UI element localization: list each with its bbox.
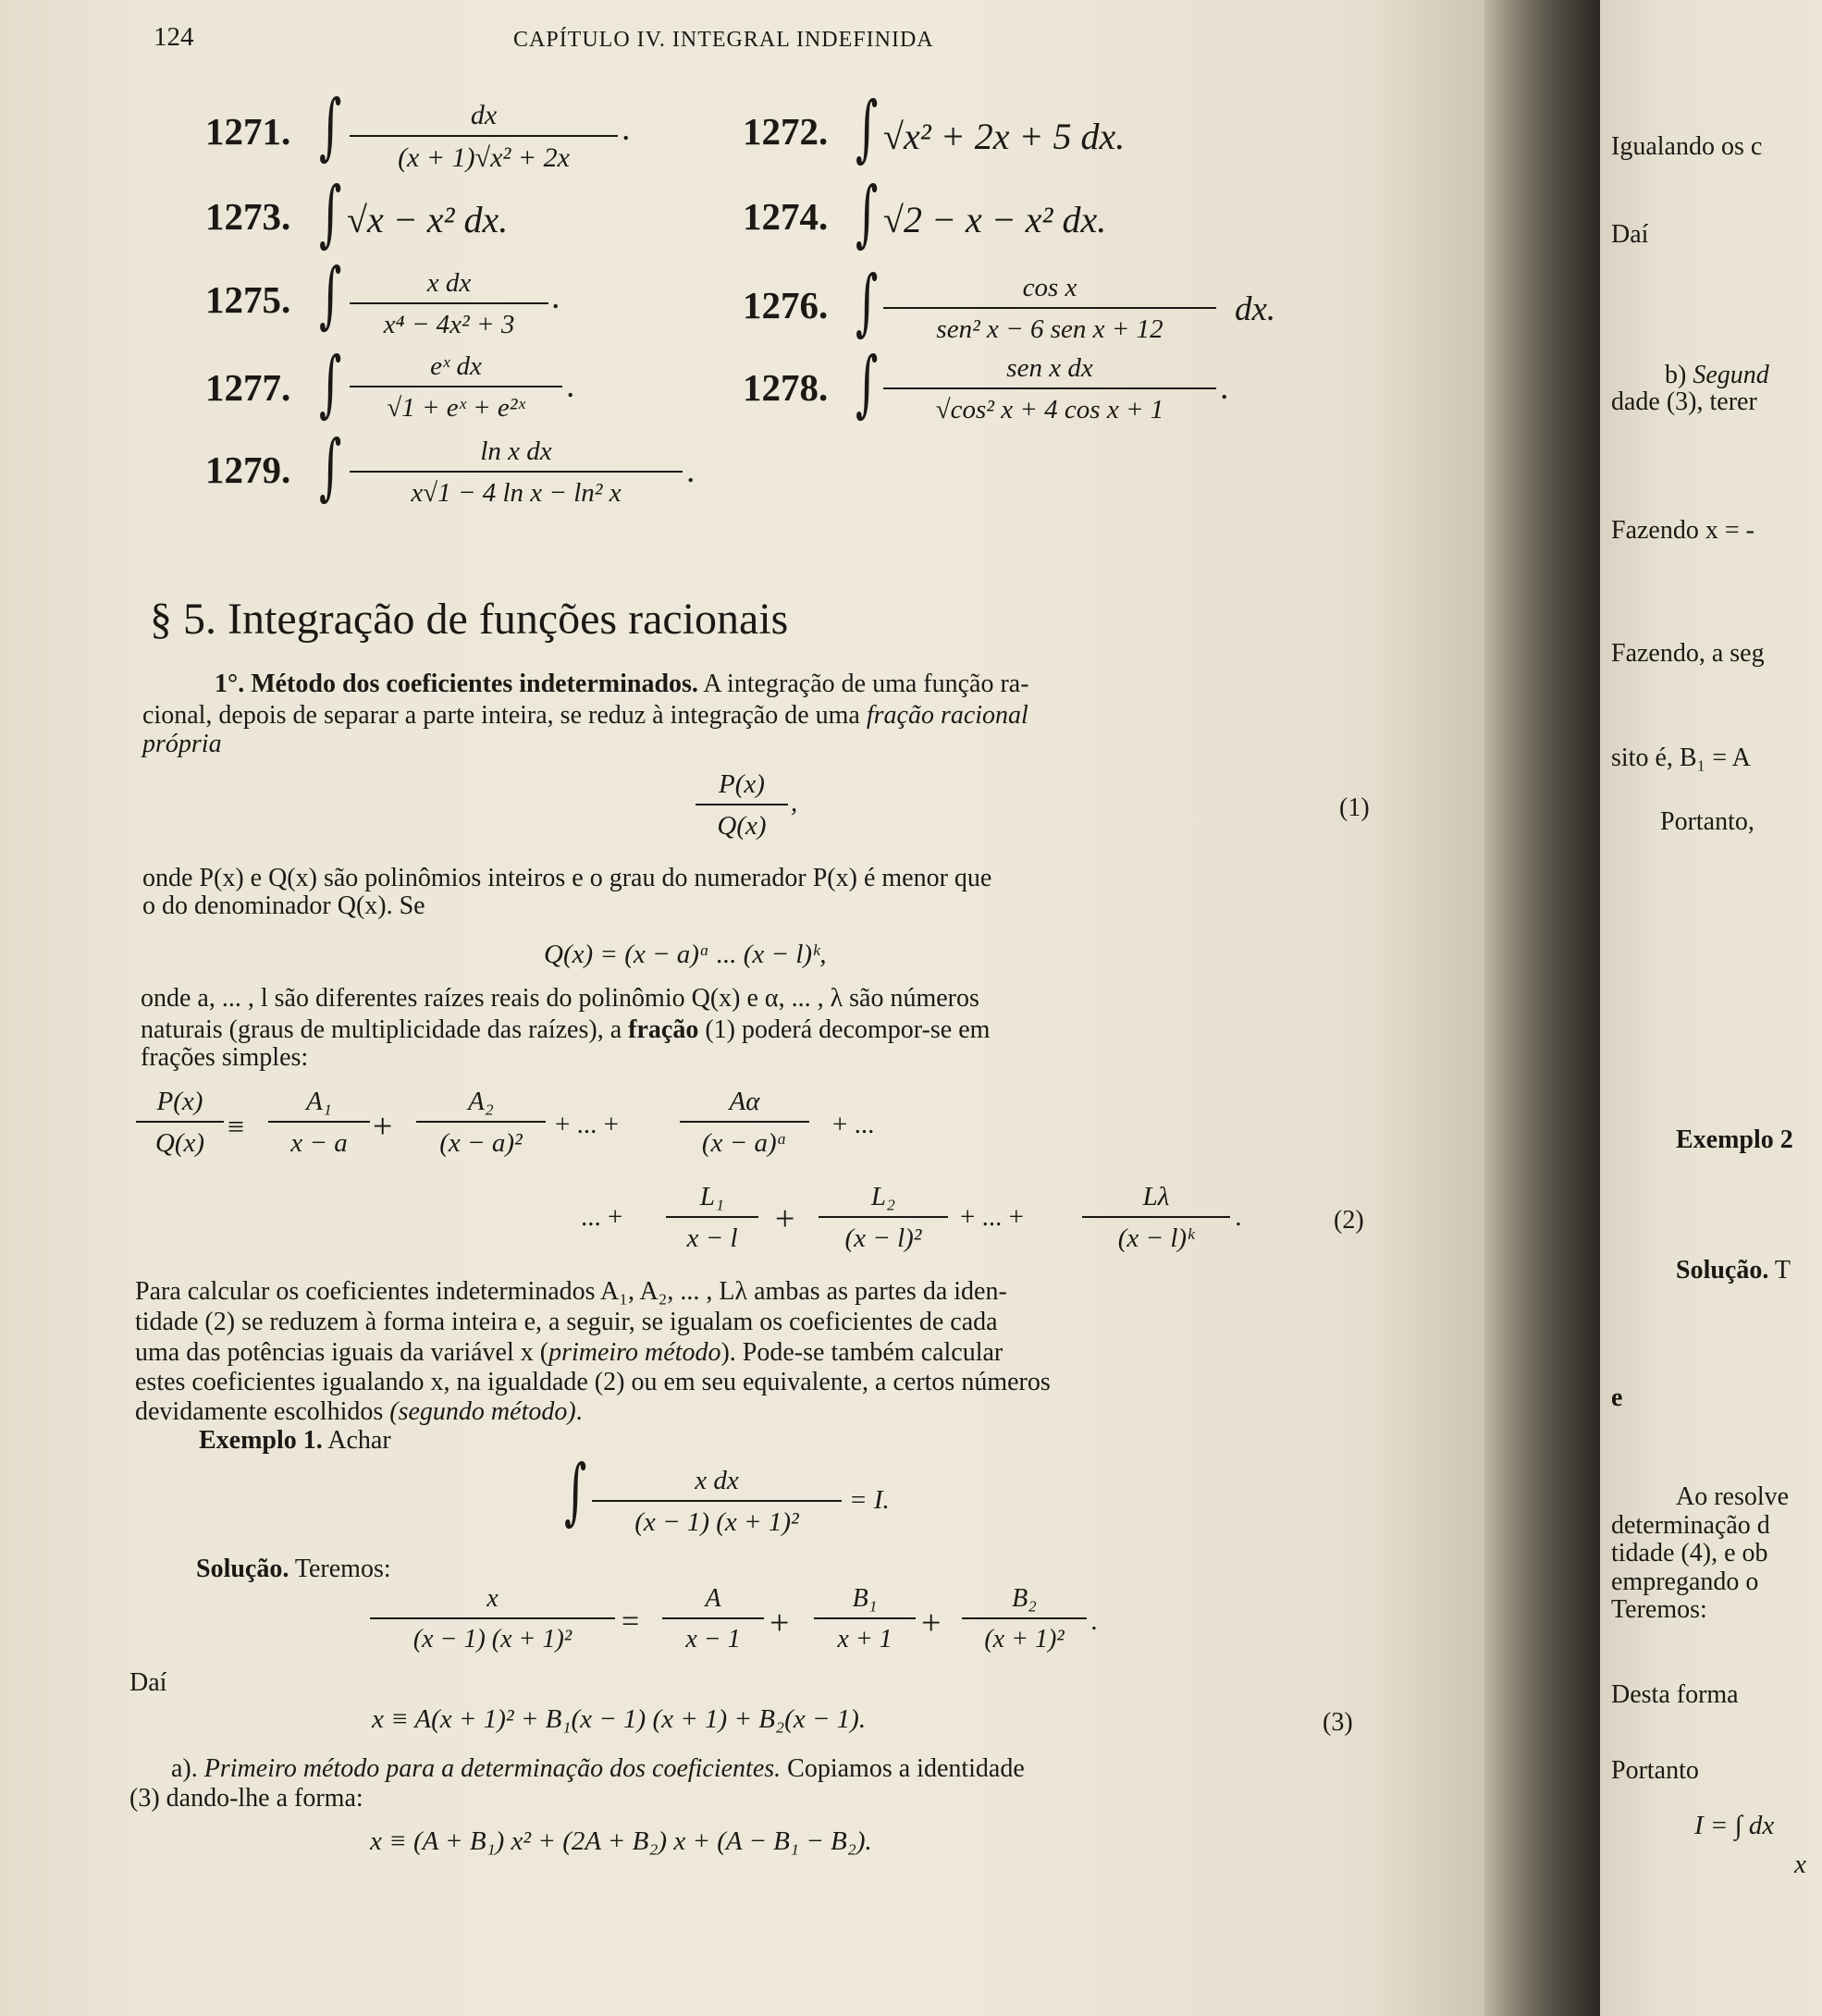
eq-i-fraction: $\frac{\text{x dx}}{\text{(x − 1) (x + 1)²}}$ [592, 1466, 842, 1538]
right-page-line: empregando o [1611, 1567, 1759, 1596]
problem-expression: √x² + 2x + 5 dx. [883, 116, 1126, 157]
eq-dec-term: $\frac{\text{B₂}}{\text{(x + 1)²}}$ [962, 1584, 1087, 1654]
integral-sign: ∫ [319, 425, 342, 509]
eq2-dots: + ... [832, 1110, 875, 1139]
problem-fraction: cos x sen² x − 6 sen x + 12 [883, 273, 1216, 345]
integral-sign: ∫ [856, 172, 879, 255]
integral-sign: ∫ [319, 172, 342, 255]
right-page-line: Desta forma [1611, 1680, 1739, 1709]
eq2-term: $\frac{\text{L₂}}{\text{(x − l)²}}$ [819, 1182, 948, 1254]
right-page-formula: I = ∫ dx [1694, 1811, 1775, 1840]
eq2-term: $\frac{\text{A₂}}{\text{(x − a)²}}$ [416, 1087, 546, 1159]
equation-q: Q(x) = (x − a)ᵅ ... (x − l)ᵏ, [544, 940, 827, 969]
right-page-line: e [1611, 1383, 1623, 1412]
right-page-line: sito é, B₁ = A [1611, 744, 1751, 772]
integral-sign: ∫ [319, 85, 342, 168]
page-number: 124 [154, 22, 194, 52]
equation-1-tail: , [791, 788, 798, 817]
equation-4: x ≡ (A + B₁) x² + (2A + B₂) x + (A − B₁ − B₂). [370, 1826, 872, 1856]
right-page-line: Portanto, [1660, 807, 1754, 836]
paragraph-coefficients-line2: tidade (2) se reduzem à forma inteira e, a seguir, se igualam os coeficientes de cada [135, 1308, 998, 1336]
right-page-line: Portanto [1611, 1756, 1699, 1785]
right-page-line: Exemplo 2 [1676, 1125, 1793, 1154]
right-page-line: Fazendo x = - [1611, 516, 1754, 545]
right-page-line: tidade (4), e ob [1611, 1539, 1768, 1567]
paragraph-polynomials: onde P(x) e Q(x) são polinômios inteiros e o grau do numerador P(x) é menor que [142, 864, 992, 892]
paragraph-coefficients-line3: uma das potências iguais da variável x (primeiro método). Pode-se também calcular [135, 1338, 1003, 1367]
eq-dec-plus: + [769, 1604, 790, 1642]
eq2-dots: ... + [581, 1202, 623, 1232]
integral-sign: ∫ [856, 87, 879, 170]
right-page-line: determinação d [1611, 1511, 1770, 1540]
problem-number: 1279. [205, 449, 291, 491]
paragraph-first-method: a). Primeiro método para a determinação dos coeficientes. Copiamos a identidade [171, 1754, 1025, 1783]
paragraph-roots: onde a, ... , l são diferentes raízes reais do polinômio Q(x) e α, ... , λ são números [141, 984, 979, 1013]
problem-number: 1275. [205, 278, 291, 321]
problem-expression: √x − x² dx. [347, 199, 509, 240]
eq2-plus: + [373, 1107, 393, 1146]
equation-2-label: (2) [1334, 1206, 1364, 1235]
problem-number: 1277. [205, 366, 291, 409]
right-page [1600, 0, 1822, 2016]
running-head: CAPÍTULO IV. INTEGRAL INDEFINIDA [513, 28, 934, 52]
eq2-plus: + [775, 1199, 795, 1238]
solution-heading: Solução. Teremos: [196, 1555, 391, 1583]
eq2-dots: + ... + [555, 1110, 619, 1139]
integral-sign: ∫ [319, 253, 342, 337]
right-page-line: Solução. T [1676, 1256, 1791, 1285]
problem-fraction: $\frac{\text{x dx}}{\text{x⁴ − 4x² + 3}}$ [350, 268, 548, 340]
equation-3-label: (3) [1323, 1708, 1353, 1737]
eq-dec-lhs: $\frac{x}{\text{(x − 1) (x + 1)²}}$ [370, 1584, 615, 1654]
paragraph-first-method-line2: (3) dando-lhe a forma: [129, 1784, 363, 1813]
eq-dec-plus: + [921, 1604, 942, 1642]
paragraph-method-line3: própria [142, 730, 222, 758]
right-page-line: dade (3), terer [1611, 387, 1757, 416]
eq-dec-tail: . [1091, 1606, 1099, 1636]
equation-3: x ≡ A(x + 1)² + B₁(x − 1) (x + 1) + B₂(x − 1). [372, 1704, 867, 1734]
paragraph-method-line2: cional, depois de separar a parte inteira, se reduz à integração de uma fração racional [142, 701, 1028, 730]
problem-tail: . [622, 110, 632, 148]
right-page-line: b) Segund [1665, 361, 1769, 389]
problem-tail: dx. [1235, 290, 1276, 328]
problem-tail: . [567, 367, 576, 405]
eq2-term: $\frac{\text{L₁}}{x - l}$ [666, 1182, 758, 1254]
paragraph-polynomials-line2: o do denominador Q(x). Se [142, 891, 425, 920]
right-page-formula: x [1794, 1850, 1806, 1879]
eq-dec-equals: = [622, 1604, 640, 1639]
eq-dec-term: $\frac{\text{B₁}}{x + 1}$ [814, 1584, 916, 1654]
problem-fraction: $\frac{\text{eˣ dx}}{\text{√1 + eˣ + e²ˣ}}$ [350, 351, 562, 424]
integral-sign: ∫ [319, 342, 342, 425]
problem-number: 1276. [743, 284, 829, 326]
dai-label: Daí [129, 1668, 167, 1697]
paragraph-method: 1°. Método dos coeficientes indeterminados. A integração de uma função ra- [215, 670, 1029, 698]
book-gutter [1484, 0, 1600, 2016]
right-page-line: Fazendo, a seg [1611, 639, 1765, 668]
eq2-lhs: $\frac{P(x)}{Q(x)}$ [136, 1087, 224, 1159]
paragraph-roots-line3: frações simples: [141, 1043, 309, 1072]
right-page-line: Teremos: [1611, 1595, 1707, 1624]
eq2-term: $\frac{\text{A₁}}{x - a}$ [268, 1087, 370, 1159]
equation-1-label: (1) [1339, 793, 1370, 822]
problem-number: 1278. [743, 366, 829, 409]
integral-sign: ∫ [856, 342, 879, 425]
integral-sign: ∫ [856, 261, 879, 344]
problem-number: 1271. [205, 110, 291, 153]
paragraph-coefficients: Para calcular os coeficientes indeterminados A₁, A₂, ... , Lλ ambas as partes da iden- [135, 1277, 1007, 1306]
problem-number: 1274. [743, 195, 829, 238]
example-1-heading: Exemplo 1. Achar [199, 1426, 391, 1455]
integral-sign: ∫ [564, 1450, 587, 1533]
right-page-line: Daí [1611, 220, 1649, 249]
right-page-line: Ao resolve [1676, 1482, 1790, 1511]
paragraph-coefficients-line5: devidamente escolhidos (segundo método). [135, 1397, 583, 1426]
eq2-equiv: ≡ [228, 1110, 245, 1143]
paragraph-roots-line2: naturais (graus de multiplicidade das raízes), a fração (1) poderá decompor-se em [141, 1015, 991, 1044]
problem-tail: . [687, 452, 696, 490]
eq2-dots: + ... + [960, 1202, 1024, 1232]
problem-number: 1272. [743, 110, 829, 153]
right-page-line: Igualando os c [1611, 132, 1763, 161]
problem-expression: √2 − x − x² dx. [883, 199, 1107, 240]
problem-fraction: sen x dx √cos² x + 4 cos x + 1 [883, 353, 1216, 425]
problem-fraction: $\frac{dx}{\text{(x + 1)√x² + 2x}}$ [350, 100, 618, 174]
problem-tail: . [552, 278, 561, 316]
paragraph-coefficients-line4: estes coeficientes igualando x, na igualdade (2) ou em seu equivalente, a certos números [135, 1368, 1051, 1396]
eq-i-tail: = I. [849, 1485, 890, 1515]
eq-dec-term: $\frac{A}{x - 1}$ [662, 1584, 764, 1654]
problem-tail: . [1221, 369, 1230, 407]
section-title: § 5. Integração de funções racionais [150, 595, 789, 644]
eq2-term: $\frac{A\alpha}{\text{(x − a)ᵅ}}$ [680, 1087, 809, 1159]
equation-1-fraction: $\frac{P(x)}{Q(x)}$ [696, 769, 788, 842]
problem-number: 1273. [205, 195, 291, 238]
eq2-term: $\frac{L\lambda}{\text{(x − l)ᵏ}}$ [1082, 1182, 1230, 1254]
eq2-tail: . [1236, 1202, 1243, 1232]
problem-fraction: $\frac{\text{ln x dx}}{\text{x√1 − 4 ln x − ln² x}}$ [350, 436, 683, 509]
